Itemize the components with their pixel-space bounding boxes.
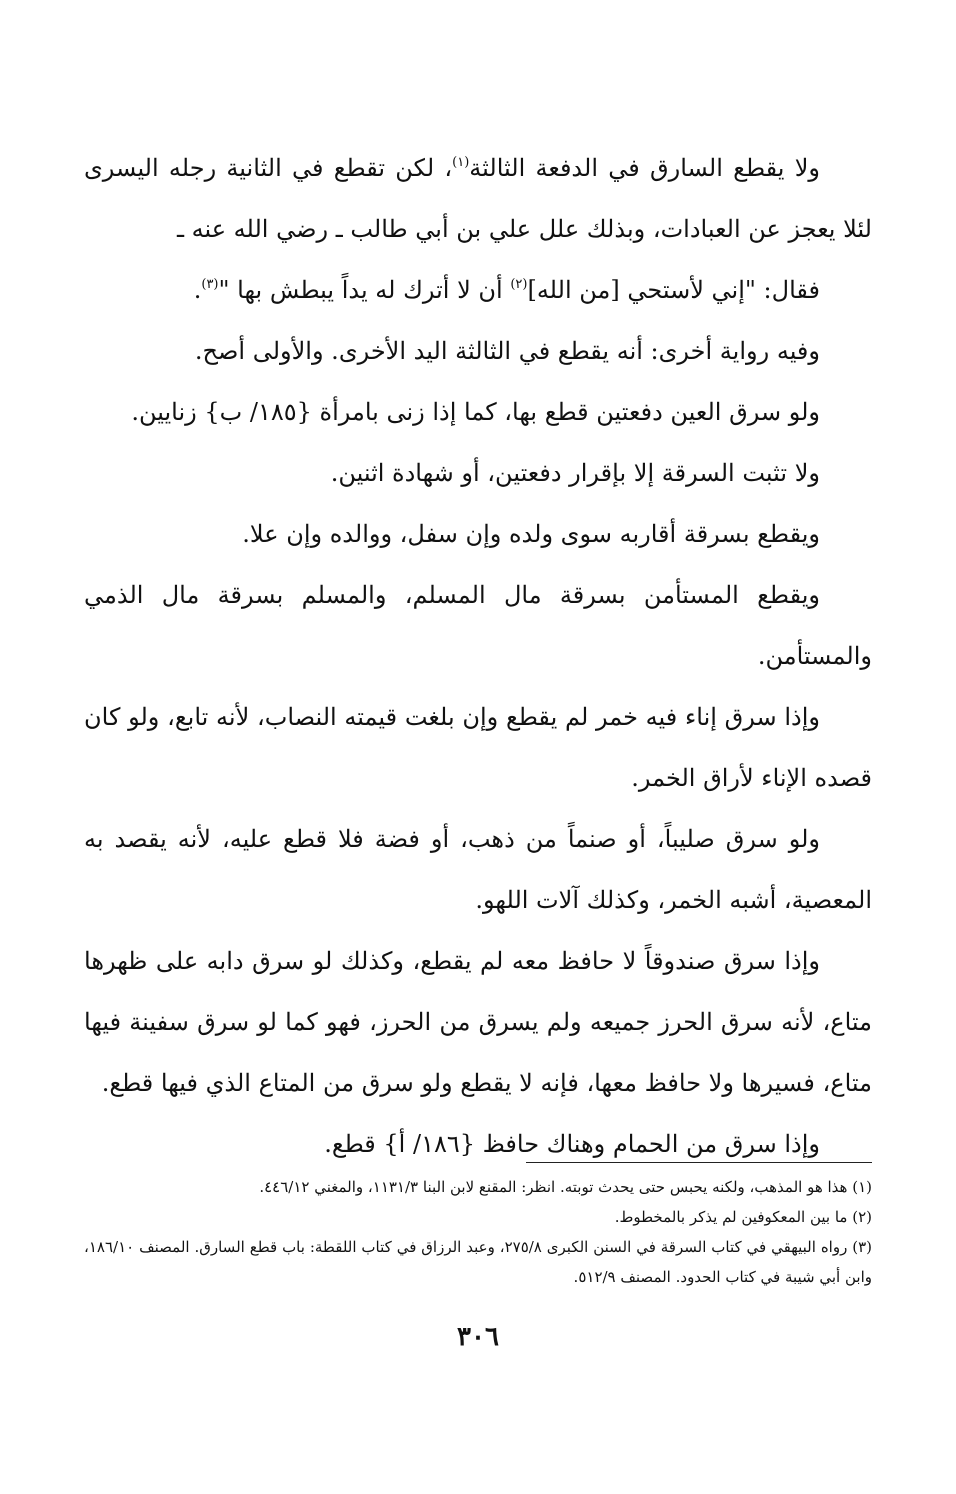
paragraph-3: وفيه رواية أخرى: أنه يقطع في الثالثة اليد الأخرى. والأولى أصح. <box>194 337 820 365</box>
footnote-ref-3: (٣) <box>201 277 219 292</box>
footnote-divider <box>526 1162 872 1163</box>
footnote-2: (٢) ما بين المعكوفين لم يذكر بالمخطوط. <box>614 1208 872 1226</box>
footnote-3: (٣) رواه البيهقي في كتاب السرقة في السنن الكبرى ٢٧٥/٨، وعبد الرزاق في كتاب اللقطة: باب قطع السارق. المصنف ١٨٦/١٠، وابن أبي شيبة في كتاب الحدود. المصنف ٥١٢/٩. <box>84 1238 873 1286</box>
paragraph-6: ويقطع بسرقة أقاربه سوى ولده وإن سفل، ووالده وإن علا. <box>242 520 820 548</box>
footnote-1: (١) هذا هو المذهب، ولكنه يحبس حتى يحدث توبته. انظر: المقنع لابن البنا ١١٣١/٣، والمغني ٤٤٦/١٢. <box>259 1178 872 1196</box>
paragraph-8: وإذا سرق إناء فيه خمر لم يقطع وإن بلغت قيمته النصاب، لأنه تابع، ولو كان قصده الإناء لأراق الخمر. <box>84 703 872 792</box>
footnotes <box>84 1172 872 1292</box>
paragraph-2-text-b: أن لا أترك له يداً يبطش بها " <box>218 276 511 304</box>
paragraph-1-text-a: ولا يقطع السارق في الدفعة الثالثة <box>469 154 820 182</box>
paragraph-5: ولا تثبت السرقة إلا بإقرار دفعتين، أو شهادة اثنين. <box>330 459 820 487</box>
paragraph-4: ولو سرق العين دفعتين قطع بها، كما إذا زنى بامرأة {١٨٥/ ب} زنايين. <box>131 398 820 426</box>
paragraph-2-text-c: . <box>193 276 202 304</box>
footnote-ref-1: (١) <box>452 155 470 170</box>
main-text <box>84 138 872 1175</box>
paragraph-11: وإذا سرق من الحمام وهناك حافظ {١٨٦/ أ} قطع. <box>324 1130 820 1158</box>
paragraph-7: ويقطع المستأمن بسرقة مال المسلم، والمسلم بسرقة مال الذمي والمستأمن. <box>84 581 872 670</box>
paragraph-2 <box>84 260 872 321</box>
page-number: ٣٠٦ <box>457 1322 499 1352</box>
paragraph-9: ولو سرق صليباً، أو صنماً من ذهب، أو فضة فلا قطع عليه، لأنه يقصد به المعصية، أشبه الخمر، وكذلك آلات اللهو. <box>84 825 872 914</box>
footnote-ref-2: (٢) <box>510 277 528 292</box>
paragraph-1 <box>84 138 872 260</box>
paragraph-10: وإذا سرق صندوقاً لا حافظ معه لم يقطع، وكذلك لو سرق دابه على ظهرها متاع، لأنه سرق الحرز جميعه ولم يسرق من الحرز، فهو كما لو سرق سفينة فيها متاع، فسيرها ولا حافظ معها، فإنه لا يقطع ولو سرق من المتاع الذي فيها قطع. <box>84 947 872 1097</box>
paragraph-2-text-a: فقال: "إني لأستحي [من الله] <box>527 276 820 304</box>
paragraph-1-text-b: ، لكن تقطع في الثانية رجله اليسرى لئلا يعجز عن العبادات، وبذلك علل علي بن أبي طالب ـ رضي الله عنه ـ <box>84 154 872 243</box>
